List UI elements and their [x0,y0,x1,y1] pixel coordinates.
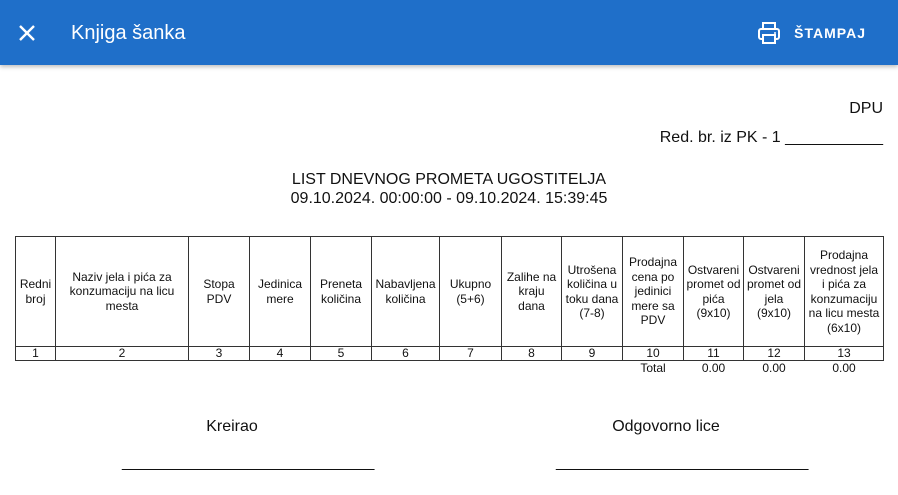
report-title: LIST DNEVNOG PROMETA UGOSTITELJA [291,171,607,188]
total-row [16,361,884,376]
column-header: Jedinica mere [250,237,311,347]
column-number: 10 [623,347,684,361]
column-number: 5 [311,347,372,361]
total-food: 0.00 [762,361,786,375]
signature-created-by [122,418,374,472]
signature-line: ______________________________ [556,454,808,471]
signature-label: Odgovorno lice [612,418,720,435]
column-header: Prodajna cena po jedinici mere sa PDV [623,237,684,347]
column-number: 2 [56,347,189,361]
report-period: 09.10.2024. 00:00:00 - 09.10.2024. 15:39:45 [290,190,608,207]
column-number: 6 [372,347,440,361]
column-header: Prodajna vrednost jela i pića za konzumaciju na licu mesta (6x10) [805,237,884,347]
signature-responsible [556,418,808,472]
column-header: Zalihe na kraju dana [502,237,562,347]
column-number: 9 [562,347,623,361]
column-header: Naziv jela i pića za konzumaciju na licu mesta [56,237,189,347]
column-number: 12 [744,347,805,361]
total-drinks: 0.00 [701,361,726,375]
column-number: 1 [16,347,56,361]
report-header [0,170,898,208]
dpu-label: DPU [849,100,883,117]
column-number: 7 [440,347,502,361]
printer-icon [756,20,782,46]
column-number: 11 [684,347,744,361]
total-value: 0.00 [832,361,856,375]
app-bar [0,0,898,65]
column-header: Stopa PDV [189,237,250,347]
column-header: Preneta količina [311,237,372,347]
column-header: Redni broj [16,237,56,347]
print-button-label: ŠTAMPAJ [794,25,866,41]
column-header: Ukupno (5+6) [440,237,502,347]
column-header: Ostvareni promet od jela (9x10) [744,237,805,347]
total-label: Total [640,361,666,375]
table-header-row [16,237,884,347]
column-number: 4 [250,347,311,361]
column-number: 3 [189,347,250,361]
column-number-row [16,347,884,361]
column-header: Nabavljena količina [372,237,440,347]
close-icon [14,20,40,46]
column-number: 13 [805,347,884,361]
column-header: Ostvareni promet od pića (9x10) [684,237,744,347]
close-button[interactable] [14,20,40,46]
signature-label: Kreirao [206,418,258,435]
column-number: 8 [502,347,562,361]
column-header: Utrošena količina u toku dana (7-8) [562,237,623,347]
print-button[interactable] [746,14,876,52]
ledger-table [15,236,884,375]
serial-number-line: Red. br. iz PK - 1 ___________ [659,129,883,146]
page-title: Knjiga šanka [71,22,186,44]
signature-line: ______________________________ [122,454,374,471]
